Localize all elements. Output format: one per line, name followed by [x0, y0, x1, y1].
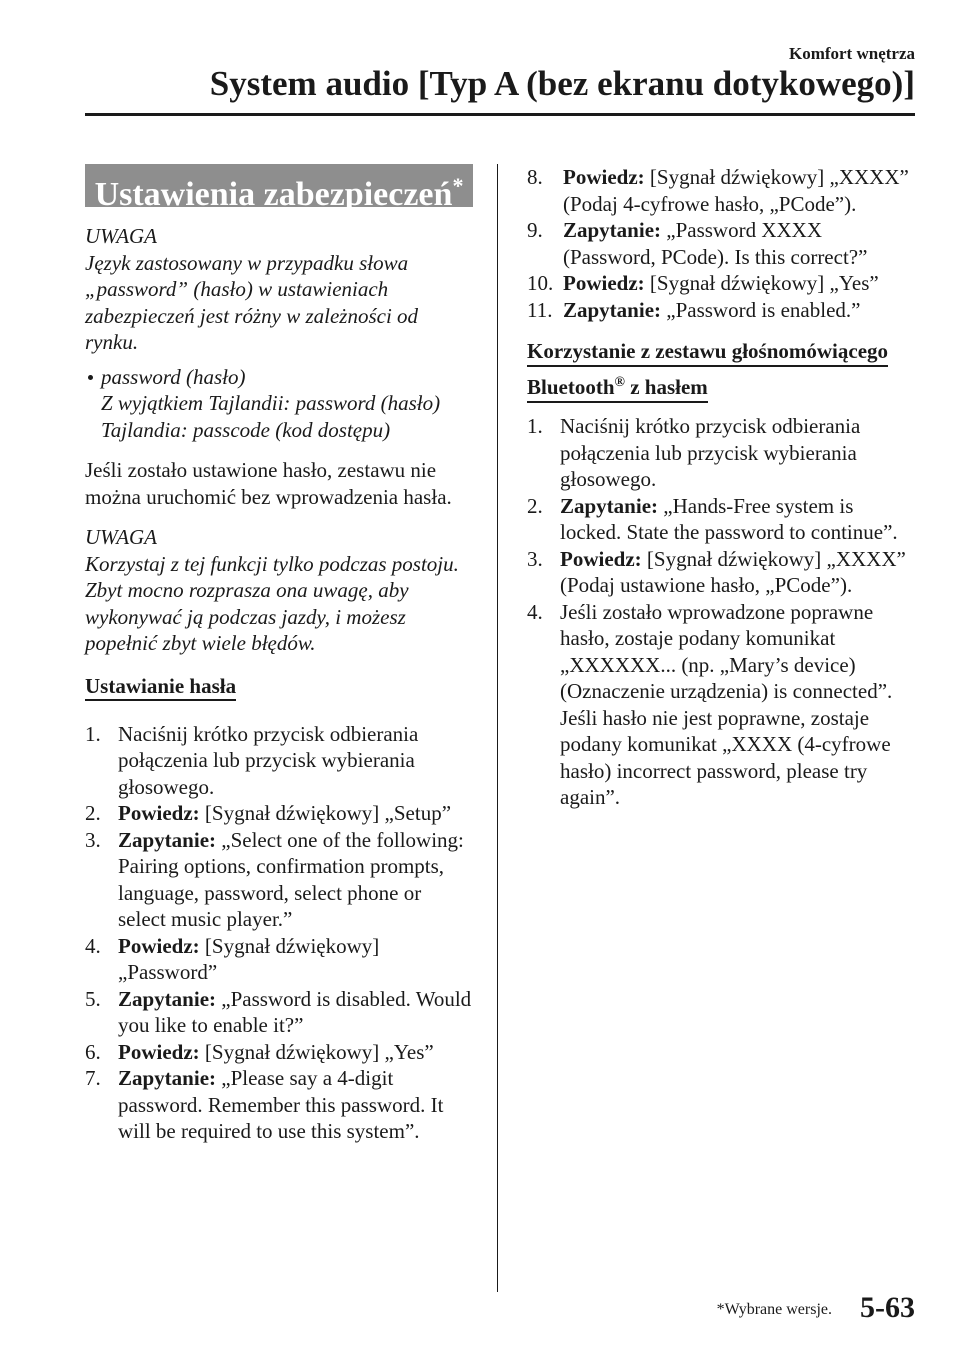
footnote: *Wybrane wersje.	[716, 1301, 832, 1318]
step-text: [Sygnał dźwiękowy] „Setup”	[204, 801, 452, 825]
step-label: Powiedz:	[563, 165, 645, 189]
bullet-line: Z wyjątkiem Tajlandii: password (hasło)	[101, 391, 441, 415]
left-column	[85, 164, 473, 1145]
page-title: System audio [Typ A (bez ekranu dotykowego)]	[209, 64, 915, 103]
bullet-item	[85, 364, 473, 444]
section-mark: *	[452, 173, 464, 198]
page-number: 5-63	[860, 1291, 915, 1324]
step-label: Powiedz:	[560, 546, 642, 571]
step-number: 1.	[85, 721, 101, 746]
note-text: Korzystaj z tej funkcji tylko podczas postoju. Zbyt mocno rozprasza ona uwagę, aby wykonywać ją podczas jazdy, i możesz popełnić zbyt wiele błędów.	[85, 551, 459, 655]
list-item	[527, 493, 917, 546]
step-text: Naciśnij krótko przycisk odbierania połączenia lub przycisk wybierania głosowego.	[560, 414, 861, 491]
subheading-line: Bluetooth	[527, 375, 615, 399]
column-divider	[497, 164, 498, 1292]
bullet-line: password (hasło)	[101, 364, 246, 389]
list-item	[527, 164, 917, 217]
chapter-label: Komfort wnętrza	[788, 44, 915, 63]
steps-list	[85, 721, 473, 1145]
step-text: [Sygnał dźwiękowy] „Yes”	[204, 1039, 434, 1064]
step-number: 5.	[85, 986, 101, 1011]
step-text: „Password XXXX (Password, PCode). Is this correct?”	[563, 218, 868, 269]
list-item	[85, 721, 473, 801]
step-text: Jeśli hasło nie jest poprawne, zostaje podany komunikat „XXXX (4-cyfrowe hasło) incorrect password, please try again”.	[560, 705, 891, 809]
list-item	[527, 297, 917, 324]
list-item	[527, 599, 917, 811]
subheading-wrap	[85, 673, 473, 711]
section-title: Ustawienia zabezpieczeń	[94, 176, 453, 213]
subheading-line: Korzystanie z zestawu głośnomówiącego	[527, 339, 888, 367]
step-text: Naciśnij krótko przycisk odbierania połączenia lub przycisk wybierania głosowego.	[118, 721, 419, 799]
step-text: Jeśli zostało wprowadzone poprawne hasło, zostaje podany komunikat „XXXXXX... (np. „Mary’s device) (Oznaczenie urządzenia) is connected”.	[560, 599, 893, 703]
step-label: Zapytanie:	[563, 218, 662, 242]
list-item	[527, 217, 917, 270]
note-label: UWAGA	[85, 224, 158, 248]
list-item	[527, 546, 917, 599]
step-text: „Please say a 4-digit password. Remember this password. It will be required to use this system”.	[118, 1066, 444, 1143]
list-item	[85, 933, 473, 986]
list-item	[527, 413, 917, 493]
subheading-set-password: Ustawianie hasła	[85, 674, 236, 701]
step-number: 6.	[85, 1039, 101, 1064]
step-number: 4.	[527, 599, 543, 624]
step-text: „Select one of the following: Pairing options, confirmation prompts, language, password, select phone or select music player.”	[118, 827, 464, 931]
step-number: 10.	[527, 271, 554, 295]
list-item	[527, 270, 917, 297]
paragraph: Jeśli zostało ustawione hasło, zestawu nie można uruchomić bez wprowadzenia hasła.	[85, 458, 452, 509]
list-item	[85, 827, 473, 933]
list-item	[85, 986, 473, 1039]
section-banner	[85, 164, 473, 213]
step-text: „Hands-Free system is locked. State the password to continue”.	[560, 493, 898, 544]
step-label: Zapytanie:	[118, 1066, 217, 1090]
step-text: „Password is enabled.”	[666, 297, 861, 322]
step-number: 4.	[85, 933, 101, 958]
right-column	[527, 164, 917, 811]
list-item	[85, 1039, 473, 1066]
step-label: Powiedz:	[563, 271, 645, 295]
step-label: Powiedz:	[118, 1039, 200, 1064]
subheading-line: z hasłem	[624, 375, 708, 399]
step-number: 11.	[527, 297, 553, 322]
bullet-dot	[88, 375, 93, 380]
step-label: Zapytanie:	[118, 827, 217, 852]
step-number: 2.	[85, 801, 101, 825]
step-label: Zapytanie:	[563, 297, 662, 322]
step-label: Powiedz:	[118, 801, 200, 825]
step-number: 9.	[527, 218, 543, 242]
step-label: Zapytanie:	[118, 986, 217, 1011]
header-rule	[85, 113, 915, 116]
step-text: „Password is disabled. Would you like to enable it?”	[118, 986, 472, 1037]
registered-mark: ®	[614, 375, 625, 390]
note-label: UWAGA	[85, 525, 158, 549]
list-item	[85, 800, 473, 827]
step-text: [Sygnał dźwiękowy] „Password”	[118, 933, 380, 984]
step-number: 3.	[85, 827, 101, 852]
step-text: [Sygnał dźwiękowy] „Yes”	[649, 271, 879, 295]
step-number: 3.	[527, 546, 543, 571]
note-text: Język zastosowany w przypadku słowa „password” (hasło) w ustawieniach zabezpieczeń jest różny w zależności od rynku.	[85, 250, 419, 354]
steps-list	[527, 164, 917, 323]
step-label: Powiedz:	[118, 933, 200, 958]
step-number: 1.	[527, 414, 543, 438]
step-number: 8.	[527, 165, 543, 189]
step-text: [Sygnał dźwiękowy] „XXXX” (Podaj ustawione hasło, „PCode”).	[560, 546, 906, 597]
step-label: Zapytanie:	[560, 493, 659, 518]
step-number: 7.	[85, 1066, 101, 1090]
subheading-bluetooth	[527, 335, 917, 403]
bullet-line: Tajlandia: passcode (kod dostępu)	[101, 417, 391, 442]
step-text: [Sygnał dźwiękowy] „XXXX” (Podaj 4-cyfrowe hasło, „PCode”).	[563, 165, 909, 216]
step-number: 2.	[527, 493, 543, 518]
steps-list	[527, 413, 917, 811]
list-item	[85, 1065, 473, 1145]
